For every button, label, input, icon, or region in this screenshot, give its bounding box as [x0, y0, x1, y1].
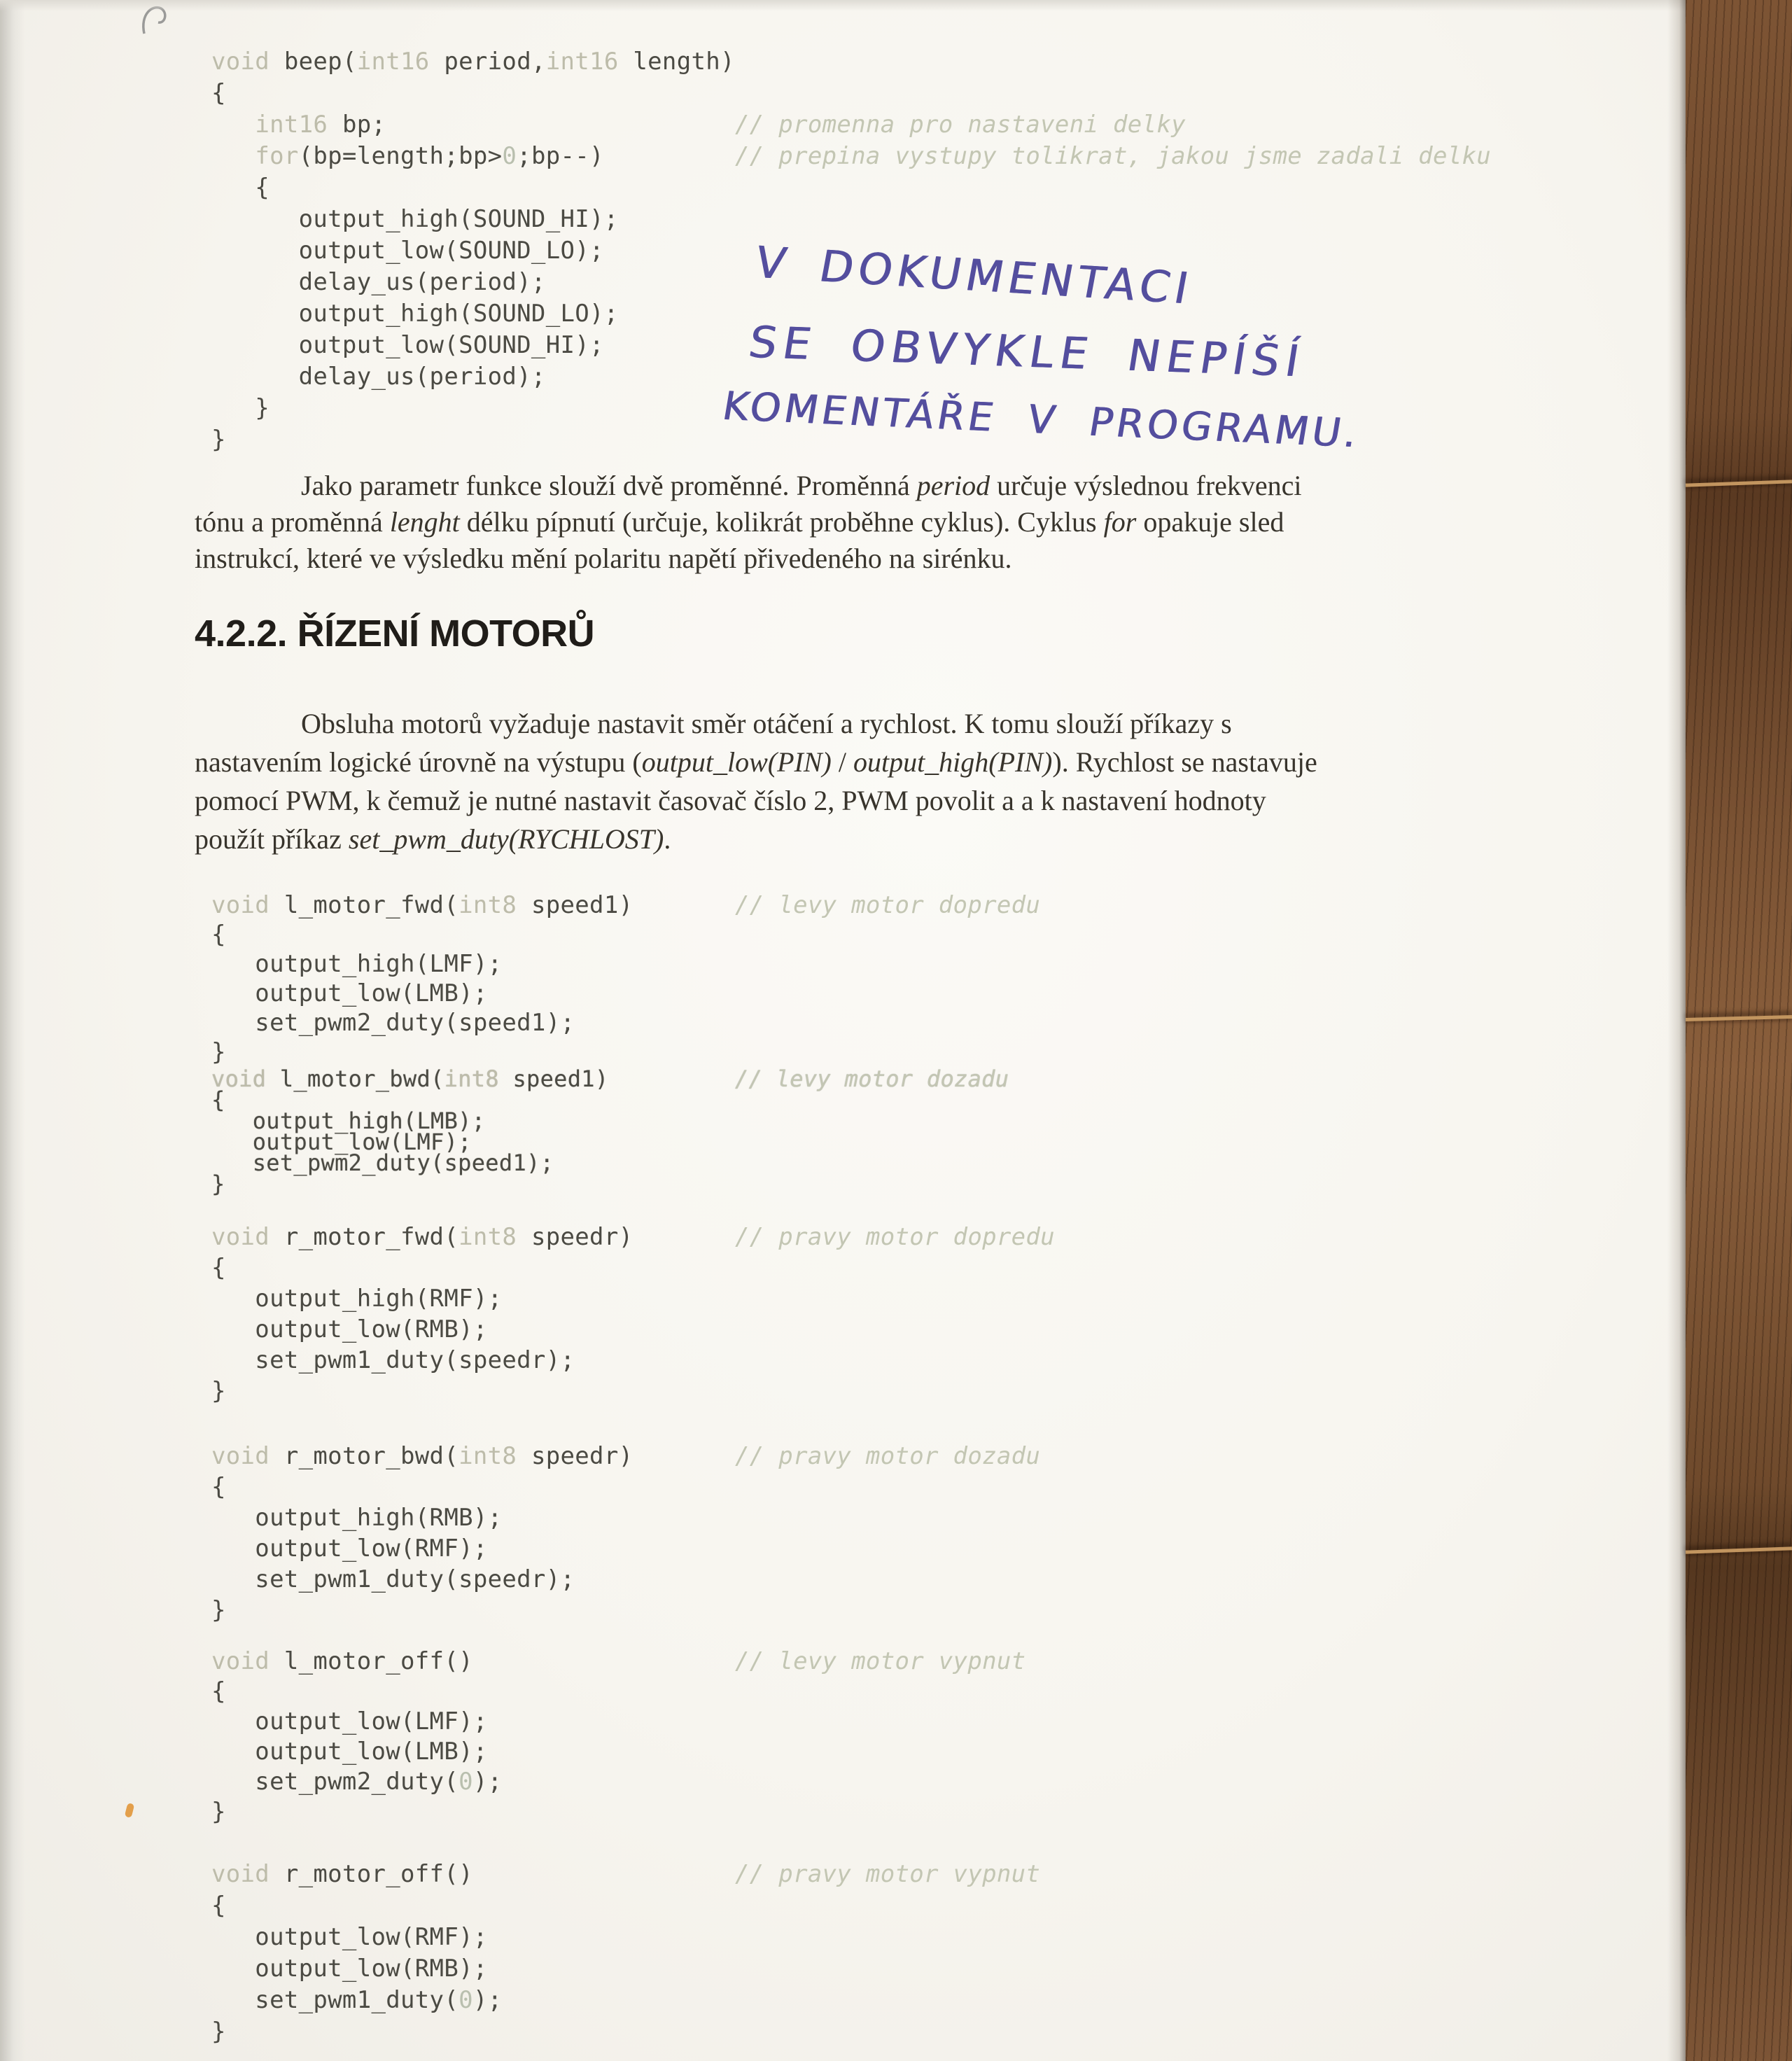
text-segment: . — [664, 823, 671, 855]
text-segment: void — [211, 48, 270, 76]
code-line — [211, 298, 735, 330]
text-segment: delay_us(period); — [211, 363, 546, 391]
text-segment: l_motor_off() — [270, 1647, 473, 1675]
text-segment: { — [211, 174, 270, 202]
text-segment: output_low(LMB); — [211, 979, 488, 1007]
code-line — [211, 1441, 1041, 1472]
text-line — [195, 704, 1656, 743]
text-segment: ). Rychlost se nastavuje — [1052, 746, 1317, 778]
text-segment: lenght — [389, 506, 460, 538]
text-segment: l_motor_fwd( — [270, 891, 459, 919]
text-segment: } — [211, 1377, 226, 1405]
text-segment: l_motor_bwd( — [266, 1066, 444, 1092]
code-line — [211, 1472, 633, 1502]
text-segment: } — [211, 1171, 225, 1197]
code-line — [211, 1008, 633, 1038]
text-segment: ); — [472, 1768, 503, 1796]
code-line — [211, 1314, 633, 1345]
text-segment — [211, 111, 255, 139]
code-line — [211, 330, 735, 361]
text-segment: output_low(LMF); — [211, 1707, 488, 1735]
text-segment: output_low(LMF); — [211, 1129, 472, 1155]
text-segment: output_high(RMB); — [211, 1504, 503, 1532]
text-segment: for — [1103, 506, 1137, 538]
text-segment: speed1) — [517, 891, 634, 919]
code-line — [211, 1222, 1055, 1252]
code-line — [211, 1564, 633, 1595]
paragraph-beep-description — [195, 468, 1656, 577]
text-segment: output_low(RMF); — [211, 1923, 488, 1951]
text-segment: r_motor_fwd( — [270, 1223, 459, 1251]
text-segment: int8 — [444, 1066, 499, 1092]
code-line — [211, 920, 633, 949]
text-segment: 0 — [458, 1768, 473, 1796]
text-segment: void — [211, 891, 270, 919]
code-comment: // promenna pro nastaveni delky — [735, 111, 1186, 139]
text-segment: { — [211, 1087, 225, 1113]
text-segment: output_high(PIN) — [853, 746, 1053, 778]
code-comment: // pravy motor vypnut — [735, 1860, 1041, 1888]
code-line — [211, 1252, 633, 1283]
text-segment: output_high(RMF); — [211, 1285, 503, 1313]
text-segment — [211, 142, 255, 170]
code-line — [211, 393, 735, 424]
code-line — [211, 1595, 633, 1626]
text-segment: set_pwm1_duty(speedr); — [211, 1565, 575, 1593]
paper-right-edge-shadow — [1667, 0, 1686, 2061]
code-line — [211, 46, 735, 78]
code-line — [211, 1737, 502, 1767]
text-segment: instrukcí, které ve výsledku mění polaritu napětí přivedeného na sirénku. — [195, 543, 1012, 574]
paragraph-motor-description — [195, 704, 1656, 858]
text-segment: int16 — [545, 48, 619, 76]
code-line — [211, 109, 1186, 141]
code-block-l-motor-bwd — [211, 1066, 1009, 1197]
handwritten-note-line-2: SE OBVYKLE NEPÍŠÍ — [745, 316, 1309, 387]
text-segment: output_low(RMB); — [211, 1955, 488, 1983]
code-line — [211, 1985, 502, 2016]
scanner-left-edge — [0, 0, 25, 2061]
text-segment: void — [211, 1860, 270, 1888]
text-segment: } — [211, 1596, 226, 1624]
code-line — [211, 141, 1492, 172]
text-segment: ); — [472, 1986, 503, 2014]
text-segment: int16 — [356, 48, 430, 76]
text-segment: { — [211, 1473, 226, 1501]
code-line — [211, 1797, 502, 1827]
text-segment: for — [255, 142, 299, 170]
text-segment: opakuje sled — [1136, 506, 1284, 538]
text-segment: output_low(RMF); — [211, 1535, 488, 1563]
text-segment: { — [211, 1892, 226, 1920]
text-segment: } — [211, 2018, 226, 2046]
code-line — [211, 890, 1041, 920]
text-segment: Obsluha motorů vyžaduje nastavit směr otáčení a rychlost. K tomu slouží příkazy s — [301, 708, 1232, 739]
text-segment: output_low(SOUND_HI); — [211, 331, 604, 359]
code-comment: // levy motor vypnut — [735, 1647, 1026, 1675]
text-segment: speed1) — [498, 1066, 609, 1092]
code-comment: // prepina vystupy tolikrat, jakou jsme zadali delku — [735, 142, 1492, 170]
code-line — [211, 424, 735, 456]
code-line — [211, 78, 735, 109]
text-segment: int8 — [458, 1442, 517, 1470]
code-block-r-motor-bwd — [211, 1441, 1041, 1626]
text-segment: beep( — [270, 48, 357, 76]
text-segment: speedr) — [517, 1442, 634, 1470]
text-segment: určuje výslednou frekvenci — [990, 470, 1302, 501]
code-comment: // pravy motor dopredu — [735, 1223, 1055, 1251]
text-segment: } — [211, 1038, 226, 1066]
code-block-r-motor-off — [211, 1859, 1041, 2048]
code-line — [211, 1283, 633, 1314]
text-segment: output_low(LMB); — [211, 1738, 488, 1766]
text-segment: Jako parametr funkce slouží dvě proměnné. Proměnná — [301, 470, 917, 501]
text-segment: { — [211, 79, 226, 107]
text-segment: r_motor_bwd( — [270, 1442, 459, 1470]
wooden-desk-strip — [1686, 0, 1792, 2061]
text-segment: void — [211, 1647, 270, 1675]
text-line — [195, 743, 1656, 781]
text-segment: set_pwm1_duty(speedr); — [211, 1346, 575, 1374]
text-segment: set_pwm1_duty( — [211, 1986, 459, 2014]
code-line — [211, 267, 735, 298]
code-line — [211, 1647, 1026, 1677]
text-segment: { — [211, 1254, 226, 1282]
text-segment: output_high(SOUND_HI); — [211, 205, 619, 233]
code-line — [211, 1953, 502, 1985]
text-segment: output_high(LMB); — [211, 1108, 486, 1134]
text-line — [195, 504, 1656, 540]
code-line — [211, 1502, 633, 1533]
code-line — [211, 1677, 502, 1707]
code-comment: // levy motor dozadu — [735, 1066, 1009, 1092]
code-block-l-motor-fwd — [211, 890, 1041, 1067]
code-line — [211, 235, 735, 267]
code-line — [211, 1150, 608, 1176]
text-segment: bp; — [328, 111, 386, 139]
text-segment: } — [211, 1798, 226, 1826]
text-segment: void — [211, 1223, 270, 1251]
text-segment: int16 — [255, 111, 328, 139]
code-line — [211, 1707, 502, 1737]
code-comment: // levy motor dopredu — [735, 891, 1041, 919]
text-segment: output_low(PIN) — [641, 746, 832, 778]
text-line — [195, 820, 1656, 858]
text-segment: / — [831, 746, 853, 778]
scanner-top-edge — [0, 0, 1792, 11]
orange-ink-speck — [125, 1803, 135, 1818]
code-line — [211, 1890, 502, 1922]
code-line — [211, 1859, 1041, 1890]
code-line — [211, 1066, 1009, 1092]
code-line — [211, 361, 735, 393]
text-segment: 0 — [502, 142, 517, 170]
code-comment: // pravy motor dozadu — [735, 1442, 1041, 1470]
text-segment: output_high(SOUND_LO); — [211, 300, 619, 328]
text-segment: nastavením logické úrovně na výstupu ( — [195, 746, 642, 778]
text-segment: { — [211, 921, 226, 949]
code-line — [211, 172, 735, 204]
text-line — [195, 781, 1656, 820]
text-segment: int8 — [458, 891, 517, 919]
text-segment: delay_us(period); — [211, 268, 546, 296]
code-line — [211, 1171, 608, 1197]
text-segment: 0 — [458, 1986, 473, 2014]
text-segment: set_pwm2_duty(speed1); — [211, 1009, 575, 1037]
handwritten-note-line-1: V DOKUMENTACI — [750, 237, 1197, 314]
text-segment: period — [916, 470, 990, 501]
text-line — [195, 468, 1656, 504]
text-segment: period, — [429, 48, 546, 76]
text-segment: set_pwm2_duty( — [211, 1768, 459, 1796]
text-segment: pomocí PWM, k čemuž je nutné nastavit časovač číslo 2, PWM povolit a a k nastavení hodnoty — [195, 785, 1266, 816]
text-segment: r_motor_off() — [270, 1860, 473, 1888]
text-segment: { — [211, 1677, 226, 1705]
text-segment: set_pwm2_duty(speed1); — [211, 1150, 554, 1176]
code-block-r-motor-fwd — [211, 1222, 1055, 1406]
code-line — [211, 1345, 633, 1376]
text-segment: použít příkaz — [195, 823, 349, 855]
text-segment: tónu a proměnná — [195, 506, 390, 538]
text-segment: length) — [618, 48, 735, 76]
text-segment: (bp=length;bp> — [298, 142, 503, 170]
code-line — [211, 1767, 502, 1797]
text-segment: délku pípnutí (určuje, kolikrát proběhne cyklus). Cyklus — [459, 506, 1104, 538]
text-segment: int8 — [458, 1223, 517, 1251]
code-line — [211, 1533, 633, 1564]
code-line — [211, 204, 735, 235]
section-heading: 4.2.2. ŘÍZENÍ MOTORŮ — [195, 613, 595, 655]
text-line — [195, 540, 1656, 577]
code-line — [211, 1376, 633, 1406]
code-block-l-motor-off — [211, 1647, 1026, 1827]
text-segment: void — [211, 1442, 270, 1470]
text-segment: } — [211, 394, 270, 422]
text-segment: } — [211, 426, 226, 454]
text-segment: set_pwm_duty(RYCHLOST) — [348, 823, 664, 855]
text-segment: output_low(SOUND_LO); — [211, 237, 604, 265]
text-segment: output_low(RMB); — [211, 1315, 488, 1343]
code-line — [211, 2016, 502, 2048]
code-line — [211, 1922, 502, 1953]
text-segment: speedr) — [517, 1223, 634, 1251]
text-segment: ;bp--) — [517, 142, 604, 170]
code-line — [211, 979, 633, 1008]
text-segment: output_high(LMF); — [211, 950, 503, 978]
handwritten-note-line-3: KOMENTÁŘE V PROGRAMU. — [719, 384, 1364, 457]
text-segment: void — [211, 1066, 267, 1092]
code-line — [211, 949, 633, 979]
code-line — [211, 1038, 633, 1067]
